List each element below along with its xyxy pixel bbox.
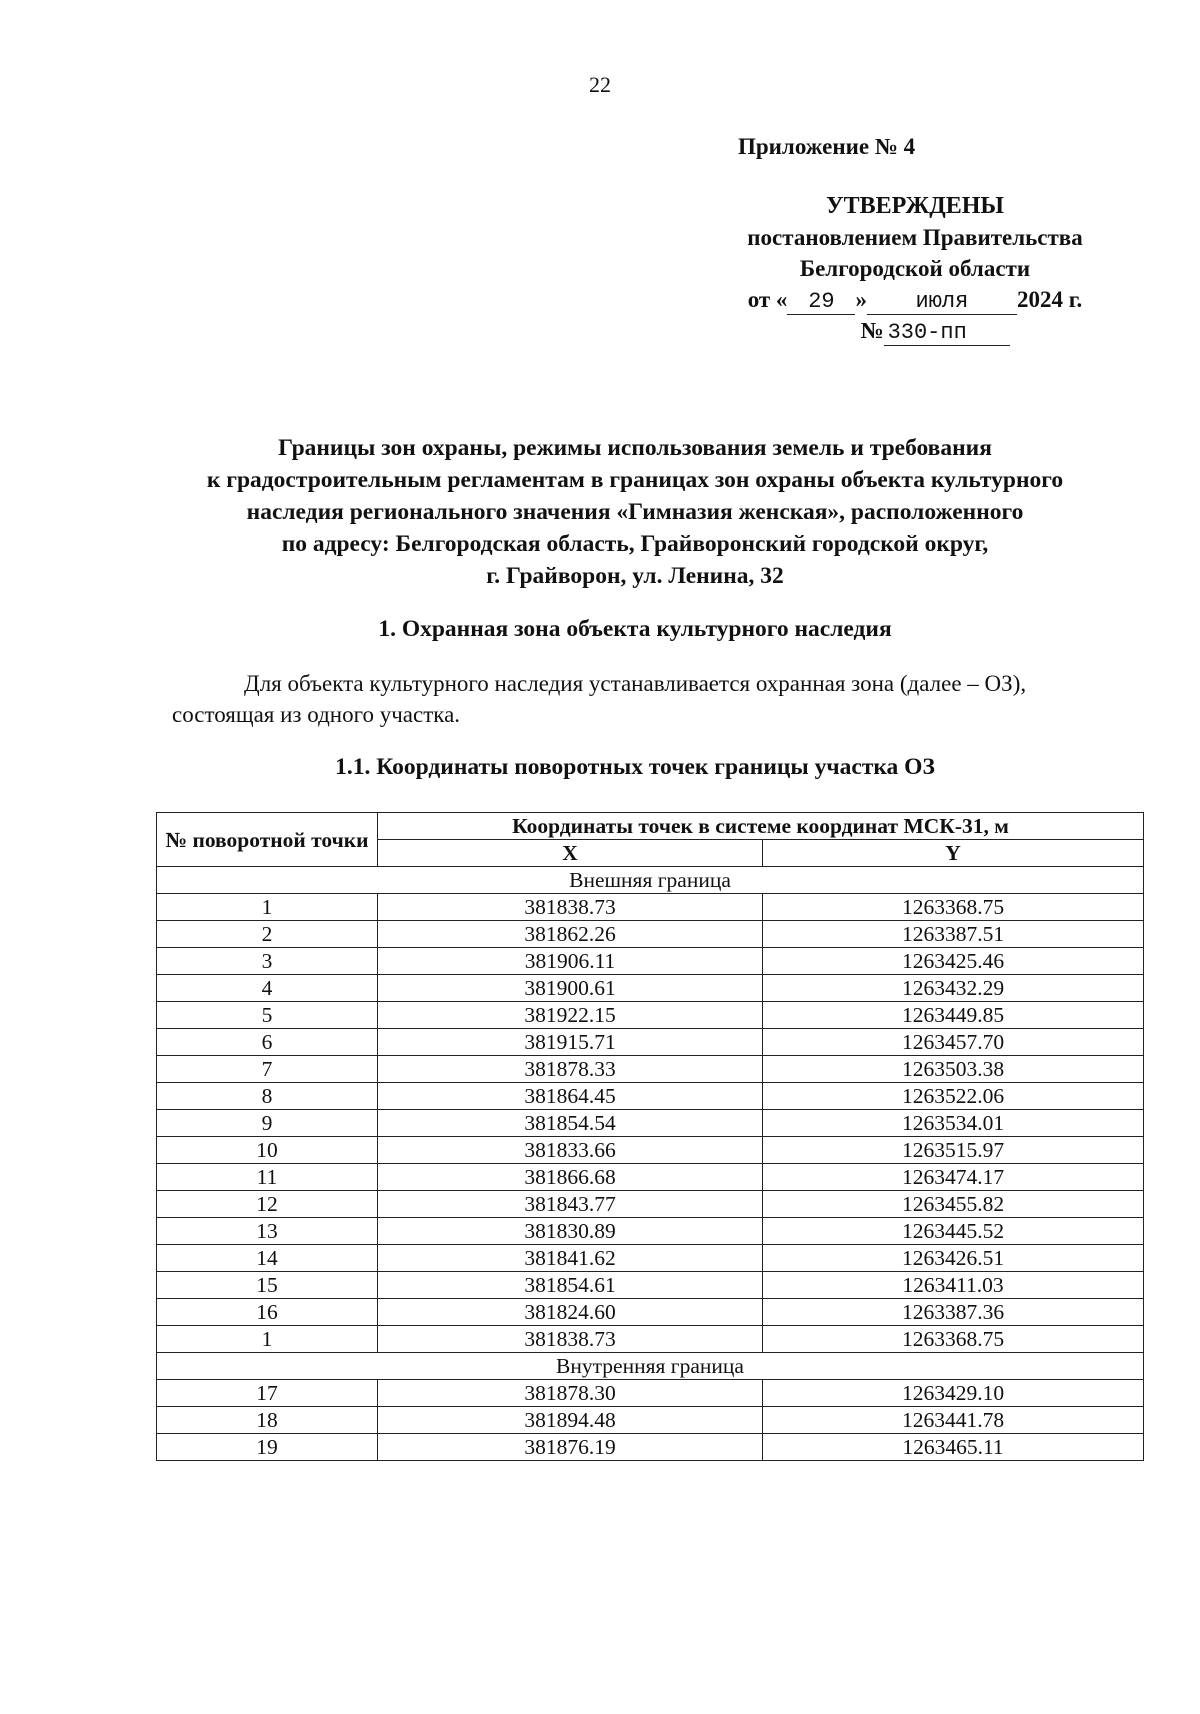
table-row <box>157 975 1144 1002</box>
x-coordinate-cell: 381862.26 <box>378 921 763 948</box>
point-number-cell: 13 <box>157 1218 378 1245</box>
x-coordinate-cell: 381841.62 <box>378 1245 763 1272</box>
point-number-cell: 6 <box>157 1029 378 1056</box>
x-coordinate-cell: 381838.73 <box>378 1326 763 1353</box>
title-line: г. Грайворон, ул. Ленина, 32 <box>486 563 784 589</box>
table-row <box>157 1380 1144 1407</box>
table-row <box>157 1326 1144 1353</box>
point-number-cell: 17 <box>157 1380 378 1407</box>
date-quote-close: » <box>855 287 867 312</box>
y-coordinate-cell: 1263387.36 <box>763 1299 1144 1326</box>
date-year: 2024 г. <box>1016 287 1083 312</box>
x-coordinate-cell: 381854.54 <box>378 1110 763 1137</box>
table-row <box>157 1299 1144 1326</box>
x-coordinate-cell: 381864.45 <box>378 1083 763 1110</box>
title-line: к градостроительным регламентам в границах зон охраны объекта культурного <box>206 467 1064 493</box>
y-coordinate-cell: 1263411.03 <box>763 1272 1144 1299</box>
x-coordinate-cell: 381878.30 <box>378 1380 763 1407</box>
x-coordinate-cell: 381922.15 <box>378 1002 763 1029</box>
table-row <box>157 1407 1144 1434</box>
paragraph-line-1: Для объекта культурного наследия устанавливается охранная зона (далее – ОЗ), <box>244 671 1027 696</box>
point-number-cell: 2 <box>157 921 378 948</box>
x-coordinate-cell: 381894.48 <box>378 1407 763 1434</box>
y-coordinate-cell: 1263445.52 <box>763 1218 1144 1245</box>
table-row <box>157 1029 1144 1056</box>
appendix-label: Приложение № 4 <box>738 134 916 159</box>
y-coordinate-cell: 1263515.97 <box>763 1137 1144 1164</box>
y-coordinate-cell: 1263441.78 <box>763 1407 1144 1434</box>
date-month-field: июля <box>867 290 1017 315</box>
x-coordinate-cell: 381900.61 <box>378 975 763 1002</box>
table-row <box>157 1002 1144 1029</box>
title-line: по адресу: Белгородская область, Грайворонский городской округ, <box>281 531 989 557</box>
x-coordinate-cell: 381906.11 <box>378 948 763 975</box>
point-number-cell: 5 <box>157 1002 378 1029</box>
decree-number-field: 330-пп <box>884 321 1010 346</box>
table-row <box>157 1245 1144 1272</box>
number-prefix: № <box>860 318 884 343</box>
header-y: Y <box>763 840 1144 867</box>
point-number-cell: 9 <box>157 1110 378 1137</box>
y-coordinate-cell: 1263429.10 <box>763 1380 1144 1407</box>
table-row <box>157 1137 1144 1164</box>
point-number-cell: 18 <box>157 1407 378 1434</box>
approved-heading: УТВЕРЖДЕНЫ <box>826 193 1004 219</box>
table-row <box>157 1218 1144 1245</box>
y-coordinate-cell: 1263368.75 <box>763 1326 1144 1353</box>
point-number-cell: 7 <box>157 1056 378 1083</box>
header-coordinates: Координаты точек в системе координат МСК-31, м <box>378 813 1144 840</box>
table-row <box>157 948 1144 975</box>
y-coordinate-cell: 1263425.46 <box>763 948 1144 975</box>
y-coordinate-cell: 1263426.51 <box>763 1245 1144 1272</box>
table-row <box>157 921 1144 948</box>
approval-number-line <box>700 315 1130 346</box>
table-row <box>157 1056 1144 1083</box>
y-coordinate-cell: 1263387.51 <box>763 921 1144 948</box>
coordinates-body <box>157 867 1144 1461</box>
title-line: Границы зон охраны, режимы использования земель и требования <box>278 435 992 461</box>
y-coordinate-cell: 1263503.38 <box>763 1056 1144 1083</box>
header-point-number: № поворотной точки <box>157 813 378 867</box>
x-coordinate-cell: 381833.66 <box>378 1137 763 1164</box>
table-group-row <box>157 1353 1144 1380</box>
point-number-cell: 16 <box>157 1299 378 1326</box>
table-row <box>157 1110 1144 1137</box>
table-row <box>157 894 1144 921</box>
table-row <box>157 1191 1144 1218</box>
approval-line-1: постановлением Правительства <box>747 225 1083 250</box>
x-coordinate-cell: 381876.19 <box>378 1434 763 1461</box>
approval-line-2: Белгородской области <box>799 256 1031 281</box>
y-coordinate-cell: 1263449.85 <box>763 1002 1144 1029</box>
section-heading: 1. Охранная зона объекта культурного наследия <box>378 616 892 642</box>
y-coordinate-cell: 1263534.01 <box>763 1110 1144 1137</box>
x-coordinate-cell: 381838.73 <box>378 894 763 921</box>
table-row <box>157 1164 1144 1191</box>
y-coordinate-cell: 1263455.82 <box>763 1191 1144 1218</box>
header-x: X <box>378 840 763 867</box>
date-day-field: 29 <box>787 290 855 315</box>
group-label: Внутренняя граница <box>157 1353 1144 1380</box>
title-line: наследия регионального значения «Гимназия женская», расположенного <box>246 499 1024 525</box>
y-coordinate-cell: 1263474.17 <box>763 1164 1144 1191</box>
group-label: Внешняя граница <box>157 867 1144 894</box>
document-title <box>150 432 1120 592</box>
point-number-cell: 19 <box>157 1434 378 1461</box>
table-row <box>157 1434 1144 1461</box>
y-coordinate-cell: 1263522.06 <box>763 1083 1144 1110</box>
x-coordinate-cell: 381878.33 <box>378 1056 763 1083</box>
x-coordinate-cell: 381830.89 <box>378 1218 763 1245</box>
x-coordinate-cell: 381824.60 <box>378 1299 763 1326</box>
y-coordinate-cell: 1263457.70 <box>763 1029 1144 1056</box>
point-number-cell: 10 <box>157 1137 378 1164</box>
x-coordinate-cell: 381866.68 <box>378 1164 763 1191</box>
point-number-cell: 8 <box>157 1083 378 1110</box>
approval-block <box>700 191 1130 346</box>
table-row <box>157 1083 1144 1110</box>
y-coordinate-cell: 1263368.75 <box>763 894 1144 921</box>
point-number-cell: 12 <box>157 1191 378 1218</box>
x-coordinate-cell: 381915.71 <box>378 1029 763 1056</box>
date-prefix: от « <box>747 287 788 312</box>
x-coordinate-cell: 381854.61 <box>378 1272 763 1299</box>
body-paragraph <box>172 668 1142 730</box>
point-number-cell: 1 <box>157 894 378 921</box>
table-row <box>157 1272 1144 1299</box>
y-coordinate-cell: 1263432.29 <box>763 975 1144 1002</box>
paragraph-line-2: состоящая из одного участка. <box>172 702 461 727</box>
point-number-cell: 15 <box>157 1272 378 1299</box>
table-heading: 1.1. Координаты поворотных точек границы участка ОЗ <box>335 754 935 780</box>
approval-date-line <box>700 284 1130 315</box>
y-coordinate-cell: 1263465.11 <box>763 1434 1144 1461</box>
point-number-cell: 14 <box>157 1245 378 1272</box>
point-number-cell: 4 <box>157 975 378 1002</box>
x-coordinate-cell: 381843.77 <box>378 1191 763 1218</box>
table-group-row <box>157 867 1144 894</box>
coordinates-table <box>156 812 1144 1461</box>
page-number: 22 <box>589 72 611 97</box>
point-number-cell: 3 <box>157 948 378 975</box>
point-number-cell: 11 <box>157 1164 378 1191</box>
point-number-cell: 1 <box>157 1326 378 1353</box>
